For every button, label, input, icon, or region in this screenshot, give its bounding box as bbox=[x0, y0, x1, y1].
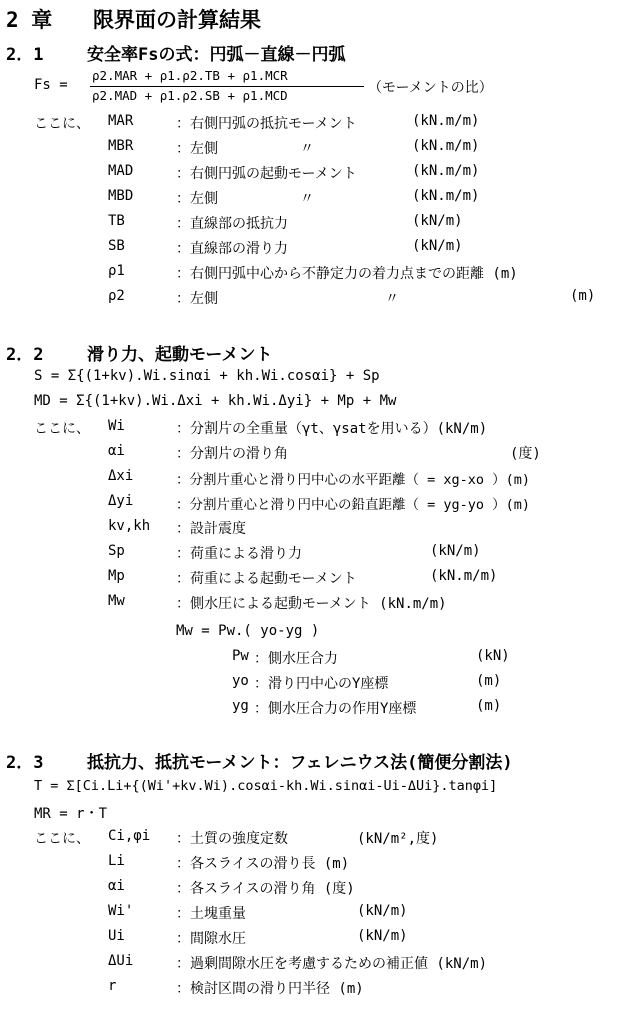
def-unit: (kN/m) bbox=[357, 903, 408, 919]
def-symbol: MBD bbox=[108, 188, 134, 204]
def-symbol: r bbox=[108, 978, 117, 994]
def-description: ：荷重による起動モーメント bbox=[176, 571, 357, 587]
def-symbol: Δyi bbox=[108, 493, 134, 509]
def-symbol: MAD bbox=[108, 163, 134, 179]
fs-label: Fs = bbox=[34, 77, 68, 93]
def-symbol: ρ1 bbox=[108, 263, 125, 279]
def-unit: (kN.m/m) bbox=[412, 113, 480, 129]
def-description: ：右側円弧中心から不静定力の着力点までの距離 (m) bbox=[176, 266, 518, 282]
def-description: ：直線部の滑り力 bbox=[176, 241, 288, 257]
def-symbol: SB bbox=[108, 238, 125, 254]
subdef-unit: (kN) bbox=[476, 648, 510, 664]
def-symbol: Δxi bbox=[108, 468, 134, 484]
def-symbol: Ui bbox=[108, 928, 125, 944]
def-unit: (kN.m/m) bbox=[412, 188, 480, 204]
mw-equation: Mw = Pw.( yo-yg ) bbox=[176, 623, 320, 639]
def-symbol: Sp bbox=[108, 543, 125, 559]
section-2-3-number: 2．3 bbox=[6, 753, 44, 773]
def-description: ：土塊重量 bbox=[176, 906, 246, 922]
def-description: ：各スライスの滑り長 (m) bbox=[176, 856, 350, 872]
def-description: ：各スライスの滑り角 (度) bbox=[176, 881, 355, 897]
ditto-mark: 〃 bbox=[385, 291, 399, 307]
fs-note: （モーメントの比） bbox=[368, 80, 493, 96]
def-symbol: kv,kh bbox=[108, 518, 151, 534]
def-description: ：分割片重心と滑り円中心の鉛直距離（ = yg-yo ）(m) bbox=[176, 497, 531, 513]
s22-equation-s: S = Σ{(1+kv).Wi.sinαi + kh.Wi.cosαi} + Sp bbox=[34, 368, 380, 384]
section-2-1-title: 安全率Fsの式：円弧－直線－円弧 bbox=[87, 45, 346, 65]
subdef-description: ：滑り円中心のY座標 bbox=[254, 676, 389, 692]
fs-denominator: ρ2.MAD + ρ1.ρ2.SB + ρ1.MCD bbox=[92, 88, 288, 103]
fs-numerator: ρ2.MAR + ρ1.ρ2.TB + ρ1.MCR bbox=[92, 68, 288, 83]
s22-lead: ここに、 bbox=[34, 421, 90, 437]
def-symbol: TB bbox=[108, 213, 125, 229]
def-description: ：左側 bbox=[176, 191, 218, 207]
def-description: ：分割片の滑り角 bbox=[176, 446, 288, 462]
subdef-unit: (m) bbox=[476, 698, 502, 714]
section-2-2-title: 滑り力、起動モーメント bbox=[87, 345, 273, 365]
def-description: ：左側 bbox=[176, 291, 218, 307]
def-symbol: Mw bbox=[108, 593, 125, 609]
def-unit: (m) bbox=[570, 288, 596, 304]
def-unit: (kN/m) bbox=[412, 213, 463, 229]
def-unit: (kN/m) bbox=[430, 543, 481, 559]
def-symbol: Wi bbox=[108, 418, 125, 434]
subdef-symbol: Pw bbox=[232, 648, 249, 664]
def-symbol: Mp bbox=[108, 568, 125, 584]
def-description: ：間隙水圧 bbox=[176, 931, 246, 947]
def-symbol: Ci,φi bbox=[108, 828, 151, 844]
subdef-symbol: yo bbox=[232, 673, 249, 689]
def-description: ：分割片の全重量（γt、γsatを用いる）(kN/m) bbox=[176, 421, 488, 437]
subdef-description: ：側水圧合力の作用Y座標 bbox=[254, 701, 417, 717]
def-unit: (kN/m) bbox=[412, 238, 463, 254]
def-symbol: αi bbox=[108, 878, 125, 894]
def-symbol: MAR bbox=[108, 113, 134, 129]
chapter-title: 限界面の計算結果 bbox=[93, 8, 261, 32]
s23-equation-mr: MR = r・T bbox=[34, 806, 108, 822]
def-description: ：右側円弧の起動モーメント bbox=[176, 166, 357, 182]
def-unit: (度) bbox=[510, 446, 541, 462]
def-description: ：分割片重心と滑り円中心の水平距離（ = xg-xo ）(m) bbox=[176, 472, 531, 488]
def-unit: (kN/m²,度) bbox=[357, 831, 439, 847]
fraction-bar bbox=[90, 86, 364, 87]
def-description: ：過剰間隙水圧を考慮するための補正値 (kN/m) bbox=[176, 956, 487, 972]
def-unit: (kN/m) bbox=[357, 928, 408, 944]
def-symbol: αi bbox=[108, 443, 125, 459]
def-unit: (kN.m/m) bbox=[412, 163, 480, 179]
chapter-number: 2 章 bbox=[6, 8, 53, 32]
section-2-3-title: 抵抗力、抵抗モーメント：フェレニウス法(簡便分割法) bbox=[87, 753, 513, 773]
def-description: ：荷重による滑り力 bbox=[176, 546, 302, 562]
ditto-mark: 〃 bbox=[300, 191, 314, 207]
def-description: ：土質の強度定数 bbox=[176, 831, 288, 847]
def-symbol: ΔUi bbox=[108, 953, 134, 969]
s22-equation-md: MD = Σ{(1+kv).Wi.Δxi + kh.Wi.Δyi} + Mp + Mw bbox=[34, 393, 397, 409]
def-description: ：検討区間の滑り円半径 (m) bbox=[176, 981, 364, 997]
def-symbol: Wi' bbox=[108, 903, 134, 919]
s21-lead: ここに、 bbox=[34, 116, 90, 132]
def-description: ：右側円弧の抵抗モーメント bbox=[176, 116, 357, 132]
s23-equation-t: T = Σ[Ci.Li+{(Wi'+kv.Wi).cosαi-kh.Wi.sinαi-Ui-ΔUi}.tanφi] bbox=[34, 778, 498, 794]
def-unit: (kN.m/m) bbox=[412, 138, 480, 154]
def-description: ：左側 bbox=[176, 141, 218, 157]
subdef-unit: (m) bbox=[476, 673, 502, 689]
def-symbol: ρ2 bbox=[108, 288, 125, 304]
def-symbol: Li bbox=[108, 853, 125, 869]
subdef-symbol: yg bbox=[232, 698, 249, 714]
def-description: ：直線部の抵抗力 bbox=[176, 216, 288, 232]
ditto-mark: 〃 bbox=[300, 141, 314, 157]
section-2-1-number: 2．1 bbox=[6, 45, 44, 65]
def-description: ：設計震度 bbox=[176, 521, 246, 537]
def-description: ：側水圧による起動モーメント (kN.m/m) bbox=[176, 596, 447, 612]
s23-lead: ここに、 bbox=[34, 831, 90, 847]
def-unit: (kN.m/m) bbox=[430, 568, 498, 584]
section-2-2-number: 2．2 bbox=[6, 345, 44, 365]
subdef-description: ：側水圧合力 bbox=[254, 651, 338, 667]
def-symbol: MBR bbox=[108, 138, 134, 154]
